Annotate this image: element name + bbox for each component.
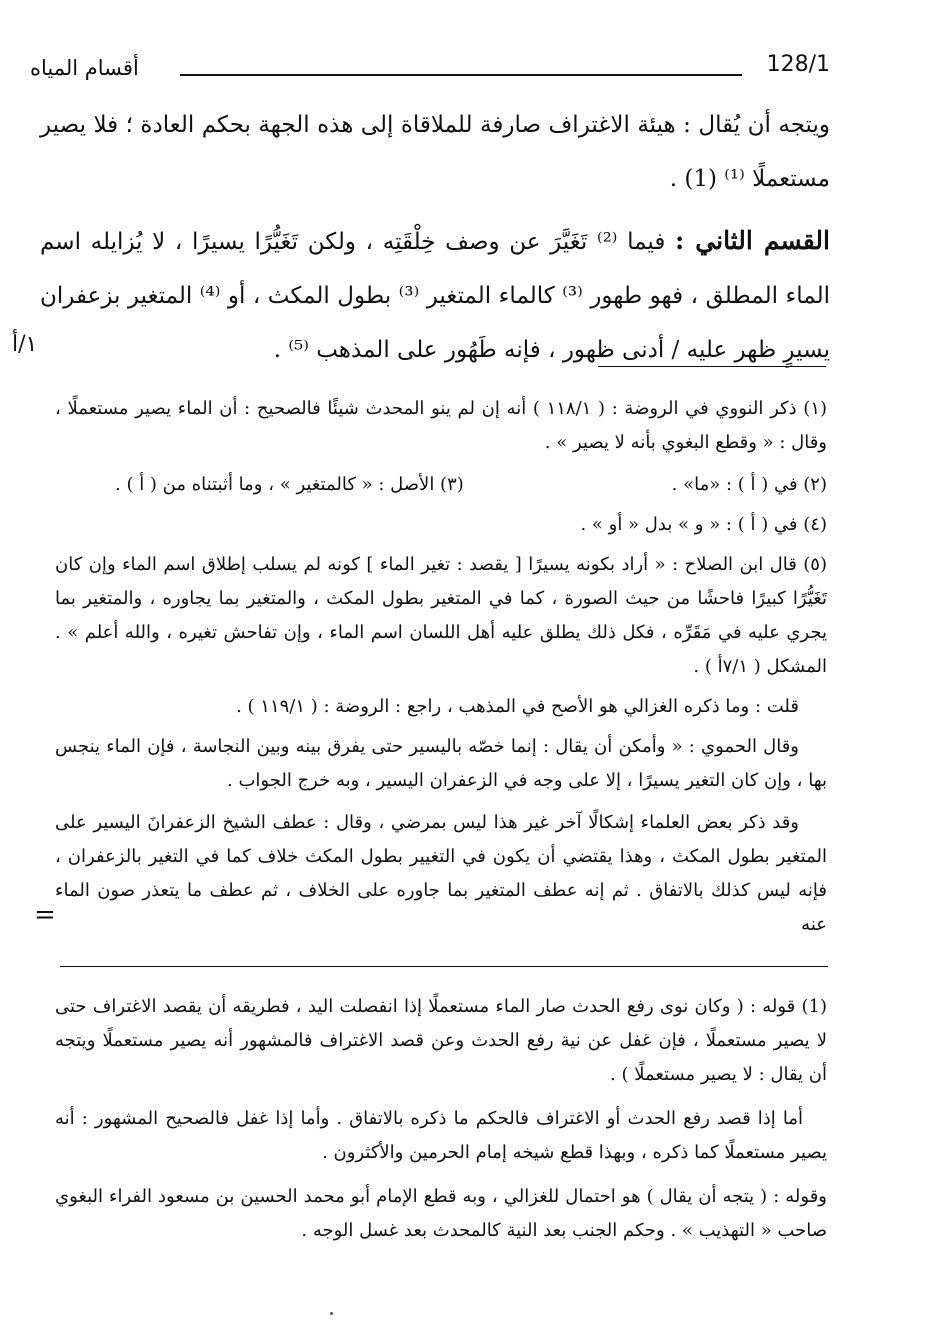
chapter-title: أقسام المياه bbox=[30, 56, 139, 80]
footnotes-commentary bbox=[55, 990, 827, 1248]
section-body: فيما ⁽²⁾ تَغَيَّرَ عن وصف خِلْقَتِه ، ولكن تَغَيُّرًا يسيرًا ، لا يُزايله اسم الماء المطلق ، فهو طهور ⁽³⁾ كالماء المتغير ⁽³⁾ بطول المكث ، أو ⁽⁴⁾ المتغير بزعفران يسيرٍ ظهر عليه / أدنى ظهور ، فإنه طَهُور على المذهب ⁽⁵⁾ . bbox=[40, 229, 830, 363]
continuation-mark: = bbox=[34, 900, 56, 930]
page-header bbox=[30, 52, 830, 86]
footnote-3: (٣) الأصل : « كالمتغير » ، وما أثبتناه من ( أ ) . bbox=[115, 474, 464, 495]
footnote-5-note-1: قلت : وما ذكره الغزالي هو الأصح في المذهب ، راجع : الروضة : ( ١١٩/١ ) . bbox=[236, 696, 799, 717]
commentary-note-3: وقوله : ( يتجه أن يقال ) هو احتمال للغزالي ، وبه قطع الإمام أبو محمد الحسين بن مسعود الفراء البغوي صاحب « التهذيب » . وحكم الجنب بعد النية كالمحدث بعد غسل الوجه . bbox=[55, 1186, 827, 1241]
commentary-note-2: أما إذا قصد رفع الحدث أو الاغتراف فالحكم ما ذكره بالاتفاق . وأما إذا غفل فالصحيح المشهور : أنه يصير مستعملًا كما ذكره ، وبهذا قطع شيخه إمام الحرمين والأكثرون . bbox=[55, 1108, 827, 1163]
header-rule bbox=[180, 74, 742, 76]
footnote-5: (٥) قال ابن الصلاح : « أراد بكونه يسيرًا [ يقصد : تغير الماء ] كونه لم يسلب إطلاق اسم الماء وإن كان تَغَيُّرًا كبيرًا فاحشًا من حيث الصورة ، كما في المتغير بطول المكث ، والمتغير بما يجاوره ، والمتغير بما يجري عليه في مَقَرِّه ، فكل ذلك يطلق عليه أهل اللسان اسم الماء ، وإن تفاحش تغيره ، والله أعلم » . المشكل ( ٧/١أ ) . bbox=[55, 554, 827, 677]
scan-speck bbox=[330, 1312, 333, 1315]
footnote-separator-2 bbox=[60, 966, 828, 967]
footnote-2: (٢) في ( أ ) : «ما» . bbox=[671, 474, 827, 495]
commentary-note-1: (1) قوله : ( وكان نوى رفع الحدث صار الماء مستعملًا إذا انفصلت اليد ، فطريقه أن يقصد الاغتراف حتى لا يصير مستعملًا ، فإن غفل عن نية رفع الحدث وعن قصد الاغتراف فالمشهور أنه يصير مستعملًا ويتجه أن يقال : لا يصير مستعملًا ) . bbox=[55, 996, 827, 1085]
footnote-4: (٤) في ( أ ) : « و » بدل « أو » . bbox=[580, 514, 827, 535]
footnotes-editor bbox=[55, 392, 827, 942]
footnote-5-note-2: وقال الحموي : « وأمكن أن يقال : إنما خصّه باليسير حتى يفرق بينه وبين النجاسة ، فإن الماء ينجس بها ، وإن كان التغير يسيرًا ، إلا على وجه في الزعفران اليسير ، وبه خرج الجواب . bbox=[55, 736, 827, 791]
main-text bbox=[40, 98, 830, 377]
main-paragraph-1: ويتجه أن يُقال : هيئة الاغتراف صارفة للملاقاة إلى هذه الجهة بحكم العادة ؛ فلا يصير مستعملًا ⁽¹⁾ (1) . bbox=[40, 112, 830, 192]
page-number: 128/1 bbox=[766, 52, 830, 77]
manuscript-folio-note: ١/أ bbox=[12, 332, 38, 357]
main-paragraph-2 bbox=[40, 214, 830, 377]
footnote-1: (١) ذكر النووي في الروضة : ( ١١٨/١ ) أنه إن لم ينو المحدث شيئًا فالصحيح : أن الماء يصير مستعملًا ، وقال : « وقطع البغوي بأنه لا يصير » . bbox=[55, 398, 828, 453]
footnote-row-2-3 bbox=[55, 468, 827, 502]
footnote-separator bbox=[598, 366, 826, 367]
footnote-5-note-3: وقد ذكر بعض العلماء إشكالًا آخر غير هذا ليس بمرضي ، وقال : عطف الشيخ الزعفرانَ اليسير على المتغير بطول المكث ، وهذا يقتضي أن يكون في التغيير بطول المكث خلاف كما في التغير بالزعفران ، فإنه ليس كذلك بالاتفاق . ثم إنه عطف المتغير بما جاوره على الخلاف ، ثم عطف ما يتعذر صون الماء عنه bbox=[55, 812, 827, 935]
section-heading: القسم الثاني : bbox=[675, 226, 830, 255]
